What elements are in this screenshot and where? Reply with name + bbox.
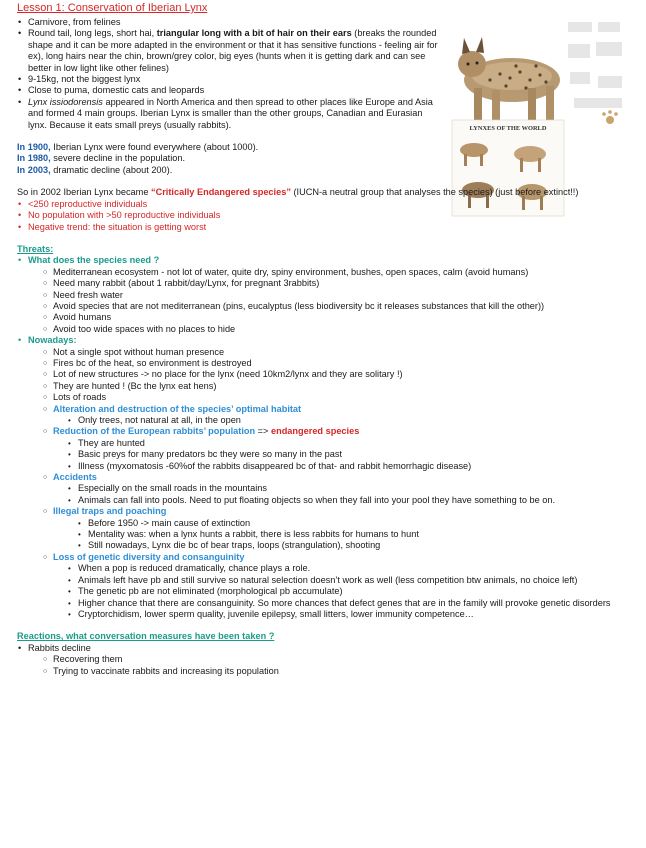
intro-italic-text: Lynx issiodorensis <box>28 96 103 107</box>
intro-list <box>17 17 442 131</box>
rabbits-item <box>42 426 637 472</box>
traps-point: • Mentality was: when a lynx hunts a rabbit, there is less rabbits for humans to hunt <box>77 529 637 540</box>
intro-item <box>17 85 442 96</box>
threats-heading: Threats: <box>17 243 54 254</box>
habitat-item <box>42 404 637 427</box>
traps-point: • Still nowadays, Lynx die bc of bear traps, loops (strangulation), shooting <box>77 540 637 551</box>
traps-list <box>53 518 637 552</box>
nowadays-heading: Nowadays: <box>28 335 77 346</box>
intro-text: Carnivore, from felines <box>28 17 121 27</box>
rabbits-point: • They are hunted <box>67 438 637 449</box>
nowadays-list <box>28 347 637 621</box>
threats-needs-item <box>17 255 637 335</box>
intro-text: Close to puma, domestic cats and leopards <box>28 85 205 96</box>
traps-point: • Before 1950 -> main cause of extinction <box>77 518 637 529</box>
habitat-heading: Alteration and destruction of the species’ optimal habitat <box>53 403 302 414</box>
status-text: So in 2002 Iberian Lynx became <box>17 187 151 198</box>
rabbits-list <box>53 438 637 472</box>
nowadays-item: ○ Lot of new structures -> no place for the lynx (need 10km2/lynx and they are solitary !) <box>42 369 637 380</box>
status-criteria-list <box>17 199 637 233</box>
reactions-heading: Reactions, what conversation measures have been taken ? <box>17 631 275 642</box>
accidents-list <box>53 483 637 506</box>
accidents-heading: Accidents <box>53 472 97 483</box>
status-criterion: • Negative trend: the situation is getting worst <box>17 222 637 233</box>
genetic-point: • When a pop is reduced dramatically, chance plays a role. <box>67 563 637 574</box>
intro-item <box>17 28 442 74</box>
intro-text: appeared in North America and then spread to other places like Europe and Asia and formed 4 main groups. Iberian Lynx is smaller than the other groups, Canadian and Eurasian lynx. Because it eats small preys (usually rabbits). <box>28 96 433 130</box>
status-text: (IUCN-a neutral group that analyses the species) (just before extinct!!) <box>290 187 579 198</box>
history-block <box>17 142 637 176</box>
reactions-list <box>17 643 637 677</box>
status-criterion: • No population with >50 reproductive individuals <box>17 210 637 221</box>
accidents-point: • Especially on the small roads in the mountains <box>67 483 637 494</box>
intro-text: 9-15kg, not the biggest lynx <box>28 74 141 85</box>
history-text: Iberian Lynx were found everywhere (about 1000). <box>50 142 259 153</box>
reactions-sublist <box>28 654 637 677</box>
history-text: dramatic decline (about 200). <box>50 164 173 175</box>
traps-heading: Illegal traps and poaching <box>53 506 167 517</box>
genetic-heading: Loss of genetic diversity and consanguinity <box>53 551 245 562</box>
genetic-list <box>53 563 637 620</box>
nowadays-item: ○ Not a single spot without human presence <box>42 347 637 358</box>
need-item: ○ Avoid too wide spaces with no places to hide <box>42 324 637 335</box>
need-item: ○ Avoid humans <box>42 312 637 323</box>
history-year: In 1900, <box>17 142 51 153</box>
nowadays-item: ○ Fires bc of the heat, so environment is destroyed <box>42 358 637 369</box>
habitat-list <box>53 415 637 426</box>
history-year: In 2003, <box>17 164 51 175</box>
intro-text: (breaks the rounded shape and it can be more adapted in the environment or that it has sensitive functions - feeling air for ex), long hairs near the chin, brown/grey color, big eyes (hunts when it is getting dark and can see better in low light like other felines) <box>28 28 438 73</box>
genetic-point: • Animals left have pb and still survive so natural selection doesn’t work as well (less competition btw animals, no choice left) <box>67 575 637 586</box>
nowadays-item: ○ Lots of roads <box>42 392 637 403</box>
needs-heading: What does the species need ? <box>28 255 160 266</box>
reactions-item <box>17 643 637 677</box>
rabbits-result: endangered species <box>270 426 360 437</box>
intro-bold-text: triangular long with a bit of hair on their ears <box>156 28 352 39</box>
intro-item <box>17 74 442 85</box>
need-item: ○ Mediterranean ecosystem - not lot of water, quite dry, spiny environment, bushes, open spaces, calm (avoid humans) <box>42 267 637 278</box>
status-highlight: “Critically Endangered species” <box>151 187 291 198</box>
rabbits-arrow: => <box>255 426 271 437</box>
threats-nowadays-item <box>17 335 637 620</box>
genetic-item <box>42 552 637 620</box>
history-line <box>17 165 637 176</box>
rabbits-point: • Basic preys for many predators bc they were so many in the past <box>67 449 637 460</box>
needs-list <box>28 267 637 335</box>
nowadays-item: ○ They are hunted ! (Bc the lynx eat hens) <box>42 381 637 392</box>
document-page <box>17 0 637 677</box>
history-line <box>17 153 637 164</box>
page-title: Lesson 1: Conservation of Iberian Lynx <box>17 2 208 14</box>
need-item: ○ Need fresh water <box>42 290 637 301</box>
habitat-point: • Only trees, not natural at all, in the open <box>67 415 637 426</box>
intro-item <box>17 97 442 131</box>
reactions-subitem: ○ Trying to vaccinate rabbits and increasing its population <box>42 666 637 677</box>
status-paragraph <box>17 187 637 198</box>
reactions-item-text: Rabbits decline <box>28 642 91 653</box>
history-text: severe decline in the population. <box>50 153 186 164</box>
genetic-point: • Higher chance that there are consanguinity. So more chances that defect genes that are in the family will provoke genetic disorders <box>67 598 637 609</box>
reactions-subitem: ○ Recovering them <box>42 654 637 665</box>
history-line <box>17 142 637 153</box>
need-item: ○ Avoid species that are not mediterranean (pins, eucalyptus (less biodiversity bc it releases substances that kill the other)) <box>42 301 637 312</box>
lynxes-panel-title: LYNXES OF THE WORLD <box>469 125 547 132</box>
status-criterion: • <250 reproductive individuals <box>17 199 637 210</box>
intro-item <box>17 17 442 28</box>
rabbits-heading: Reduction of the European rabbits’ population <box>53 426 256 437</box>
rabbits-point: • Illness (myxomatosis -60%of the rabbits disappeared bc of that- and rabbit hemorrhagic disease) <box>67 461 637 472</box>
genetic-point: • Cryptorchidism, lower sperm quality, juvenile epilepsy, small litters, lower immunity competence… <box>67 609 637 620</box>
traps-item <box>42 506 637 552</box>
accidents-point: • Animals can fall into pools. Need to put floating objects so when they fall into your pool they have something to be on. <box>67 495 637 506</box>
need-item: ○ Need many rabbit (about 1 rabbit/day/Lynx, for pregnant 3rabbits) <box>42 278 637 289</box>
history-year: In 1980, <box>17 153 51 164</box>
genetic-point: • The genetic pb are not eliminated (morphological pb accumulate) <box>67 586 637 597</box>
accidents-item <box>42 472 637 506</box>
threats-list <box>17 255 637 620</box>
intro-text: Round tail, long legs, short hai, <box>28 28 157 39</box>
